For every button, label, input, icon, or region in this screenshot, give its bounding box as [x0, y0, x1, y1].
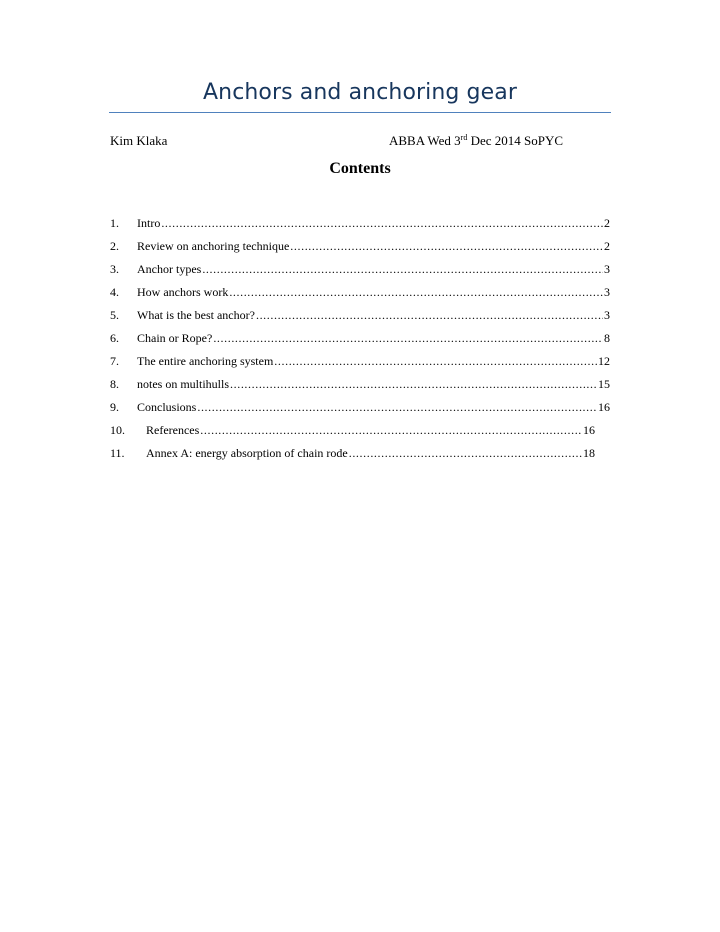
- toc-entry[interactable]: [110, 216, 610, 239]
- toc-entry[interactable]: [110, 377, 610, 400]
- toc-entry-page: 2: [604, 216, 610, 230]
- toc-entry-number: 5.: [110, 308, 119, 322]
- toc-entry-number: 7.: [110, 354, 119, 368]
- toc-entry-page: 3: [604, 262, 610, 276]
- toc-entry-page: 16: [583, 423, 595, 437]
- toc-entry-title: Conclusions: [137, 400, 197, 414]
- toc-entry-number: 10.: [110, 423, 125, 437]
- toc-entry[interactable]: [110, 354, 610, 377]
- toc-entry-title: The entire anchoring system: [137, 354, 274, 368]
- toc-entry-page: 16: [598, 400, 610, 414]
- toc-entry-number: 6.: [110, 331, 119, 345]
- toc-dot-leader: [256, 308, 603, 323]
- toc-dot-leader: [349, 446, 582, 461]
- title-divider: [109, 112, 611, 113]
- toc-entry-number: 2.: [110, 239, 119, 253]
- event-superscript: rd: [460, 133, 468, 142]
- toc-entry-number: 4.: [110, 285, 119, 299]
- toc-entry-number: 9.: [110, 400, 119, 414]
- toc-entry-title: What is the best anchor?: [137, 308, 255, 322]
- toc-dot-leader: [213, 331, 603, 346]
- toc-dot-leader: [200, 423, 582, 438]
- toc-entry-title: notes on multihulls: [137, 377, 230, 391]
- toc-entry-page: 2: [604, 239, 610, 253]
- toc-entry[interactable]: [110, 239, 610, 262]
- toc-entry[interactable]: [110, 262, 610, 285]
- toc-entry-title: Anchor types: [137, 262, 202, 276]
- document-title: Anchors and anchoring gear: [203, 80, 517, 105]
- toc-entry-title: Review on anchoring technique: [137, 239, 290, 253]
- event-prefix: ABBA Wed 3: [389, 133, 461, 148]
- toc-entry-number: 1.: [110, 216, 119, 230]
- toc-entry-title: References: [146, 423, 200, 437]
- contents-heading: Contents: [329, 160, 391, 177]
- toc-dot-leader: [229, 285, 603, 300]
- toc-entry[interactable]: [110, 308, 610, 331]
- toc-dot-leader: [290, 239, 603, 254]
- toc-entry-page: 18: [583, 446, 595, 460]
- toc-entry-title: How anchors work: [137, 285, 229, 299]
- toc-dot-leader: [161, 216, 603, 231]
- author-name: Kim Klaka: [110, 133, 168, 148]
- event-info: [389, 133, 563, 149]
- toc-entry[interactable]: [110, 400, 610, 423]
- toc-entry-title: Chain or Rope?: [137, 331, 213, 345]
- toc-dot-leader: [230, 377, 597, 392]
- toc-entry[interactable]: [110, 423, 610, 446]
- toc-entry[interactable]: [110, 285, 610, 308]
- toc-entry-page: 3: [604, 308, 610, 322]
- toc-entry[interactable]: [110, 331, 610, 354]
- toc-entry-page: 15: [598, 377, 610, 391]
- toc-entry-number: 3.: [110, 262, 119, 276]
- toc-entry-page: 12: [598, 354, 610, 368]
- toc-entry-title: Annex A: energy absorption of chain rode: [146, 446, 348, 460]
- toc-dot-leader: [202, 262, 603, 277]
- toc-entry-title: Intro: [137, 216, 161, 230]
- event-suffix: Dec 2014 SoPYC: [467, 133, 564, 148]
- toc-entry-number: 11.: [110, 446, 125, 460]
- toc-dot-leader: [274, 354, 597, 369]
- toc-entry[interactable]: [110, 446, 610, 469]
- toc-entry-page: 3: [604, 285, 610, 299]
- toc-dot-leader: [197, 400, 597, 415]
- toc-entry-page: 8: [604, 331, 610, 345]
- table-of-contents: [110, 216, 610, 469]
- toc-entry-number: 8.: [110, 377, 119, 391]
